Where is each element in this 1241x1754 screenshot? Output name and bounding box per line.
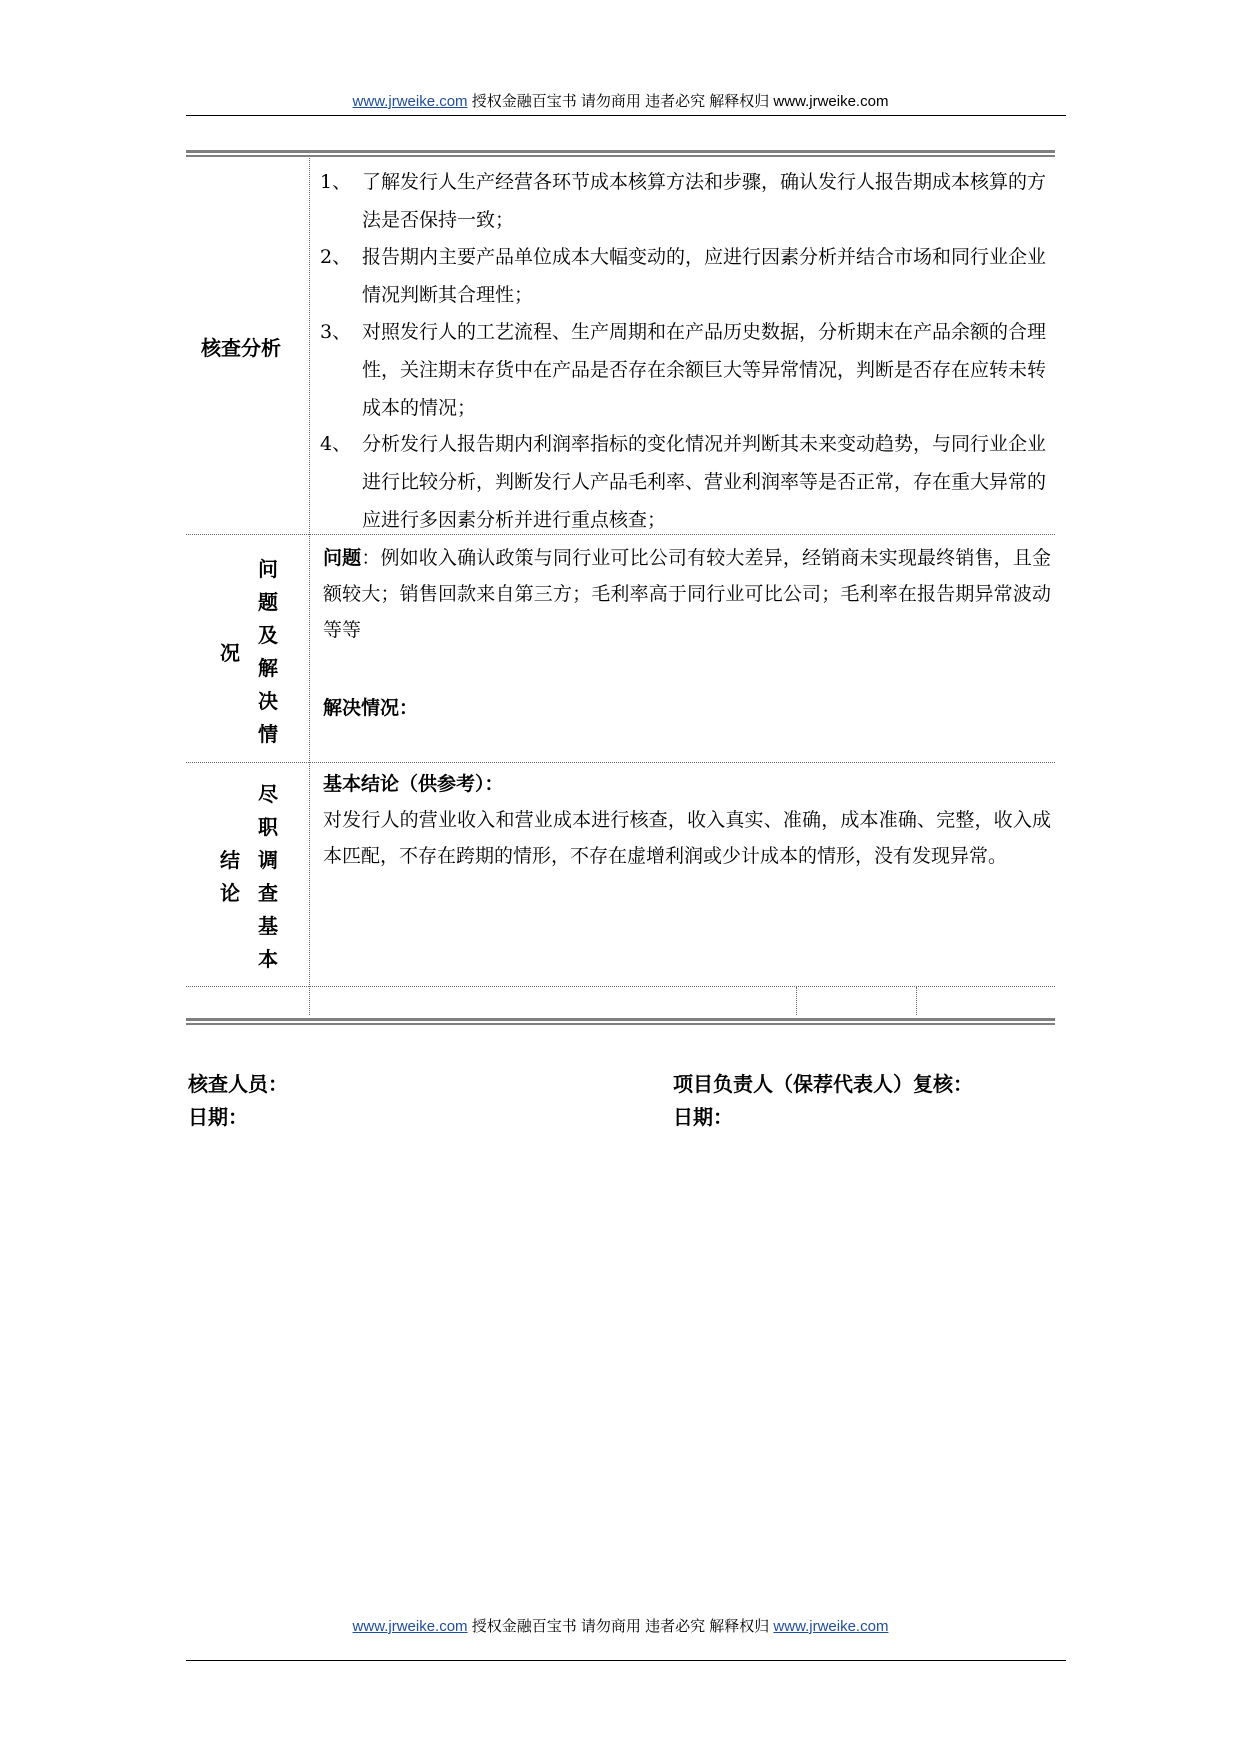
conclusion-label-char: 结 bbox=[220, 848, 240, 872]
problem-text: ：例如收入确认政策与同行业可比公司有较大差异，经销商未实现最终销售，且金额较大；销售回款来自第三方；毛利率高于同行业可比公司；毛利率在报告期异常波动等等 bbox=[323, 547, 1051, 641]
date-label-left: 日期： bbox=[188, 1105, 248, 1129]
conclusion-label-char: 论 bbox=[220, 881, 240, 905]
issues-label-char: 题 bbox=[258, 590, 278, 614]
row-divider-2 bbox=[186, 762, 1055, 763]
empty-row-divider-b bbox=[916, 987, 917, 1015]
analysis-item-text: 报告期内主要产品单位成本大幅变动的，应进行因素分析并结合市场和同行业企业情况判断其合理性； bbox=[362, 246, 1047, 306]
analysis-item-text: 了解发行人生产经营各环节成本核算方法和步骤，确认发行人报告期成本核算的方法是否保持一致； bbox=[362, 171, 1047, 231]
analysis-item bbox=[320, 313, 1052, 427]
issues-label-char: 及 bbox=[258, 623, 278, 647]
header-rule bbox=[186, 115, 1066, 116]
header-notice: 授权金融百宝书 请勿商用 违者必究 解释权归 bbox=[471, 93, 770, 110]
table-top-border bbox=[186, 150, 1055, 157]
issues-problem bbox=[323, 540, 1051, 648]
footer-rule bbox=[186, 1660, 1066, 1661]
issues-label-char: 情 bbox=[258, 722, 278, 746]
analysis-item-number: 3、 bbox=[320, 321, 352, 343]
issues-label-char: 解 bbox=[258, 656, 278, 680]
conclusion-label-char: 调 bbox=[258, 848, 278, 872]
empty-row-divider-a bbox=[796, 987, 797, 1015]
conclusion-label-char: 职 bbox=[258, 815, 278, 839]
issues-label-char: 问 bbox=[258, 557, 278, 581]
row-divider-3 bbox=[186, 986, 1055, 987]
table-bottom-border bbox=[186, 1018, 1055, 1025]
date-label-right: 日期： bbox=[673, 1105, 733, 1129]
reviewer-label: 核查人员： bbox=[188, 1072, 288, 1096]
footer-link-left[interactable]: www.jrweike.com bbox=[352, 1618, 468, 1635]
analysis-item-number: 2、 bbox=[320, 246, 352, 268]
page-footer bbox=[0, 1615, 1241, 1636]
conclusion-text: 对发行人的营业收入和营业成本进行核查，收入真实、准确，成本准确、完整，收入成本匹配，不存在跨期的情形，不存在虚增利润或少计成本的情形，没有发现异常。 bbox=[323, 809, 1051, 867]
analysis-item-number: 1、 bbox=[320, 171, 352, 193]
conclusion-label-char: 查 bbox=[258, 881, 278, 905]
analysis-item-number: 4、 bbox=[320, 433, 352, 455]
analysis-item-text: 分析发行人报告期内利润率指标的变化情况并判断其未来变动趋势，与同行业企业进行比较分析，判断发行人产品毛利率、营业利润率等是否正常，存在重大异常的应进行多因素分析并进行重点核查； bbox=[362, 433, 1047, 531]
footer-notice: 授权金融百宝书 请勿商用 违者必究 解释权归 bbox=[471, 1618, 770, 1635]
analysis-item bbox=[320, 425, 1052, 539]
footer-link-right[interactable]: www.jrweike.com bbox=[773, 1618, 889, 1635]
table-column-divider bbox=[309, 158, 310, 1015]
project-lead-label: 项目负责人（保荐代表人）复核： bbox=[673, 1072, 973, 1096]
conclusion-label-char: 本 bbox=[258, 947, 278, 971]
page-header bbox=[0, 90, 1241, 111]
issues-label-char: 况 bbox=[220, 641, 240, 665]
header-link-right[interactable]: www.jrweike.com bbox=[773, 93, 889, 110]
analysis-item bbox=[320, 163, 1052, 239]
problem-label: 问题 bbox=[323, 547, 362, 569]
resolution-label: 解决情况： bbox=[323, 697, 419, 719]
header-link-left[interactable]: www.jrweike.com bbox=[352, 93, 468, 110]
conclusion-label-char: 基 bbox=[258, 914, 278, 938]
conclusion-label-char: 尽 bbox=[258, 782, 278, 806]
analysis-item-text: 对照发行人的工艺流程、生产周期和在产品历史数据，分析期末在产品余额的合理性，关注期末存货中在产品是否存在余额巨大等异常情况，判断是否存在应转未转成本的情况； bbox=[362, 321, 1047, 419]
issues-label-char: 决 bbox=[258, 689, 278, 713]
analysis-item bbox=[320, 238, 1052, 314]
conclusion-heading: 基本结论（供参考）： bbox=[323, 773, 504, 795]
analysis-label: 核查分析 bbox=[201, 336, 281, 360]
